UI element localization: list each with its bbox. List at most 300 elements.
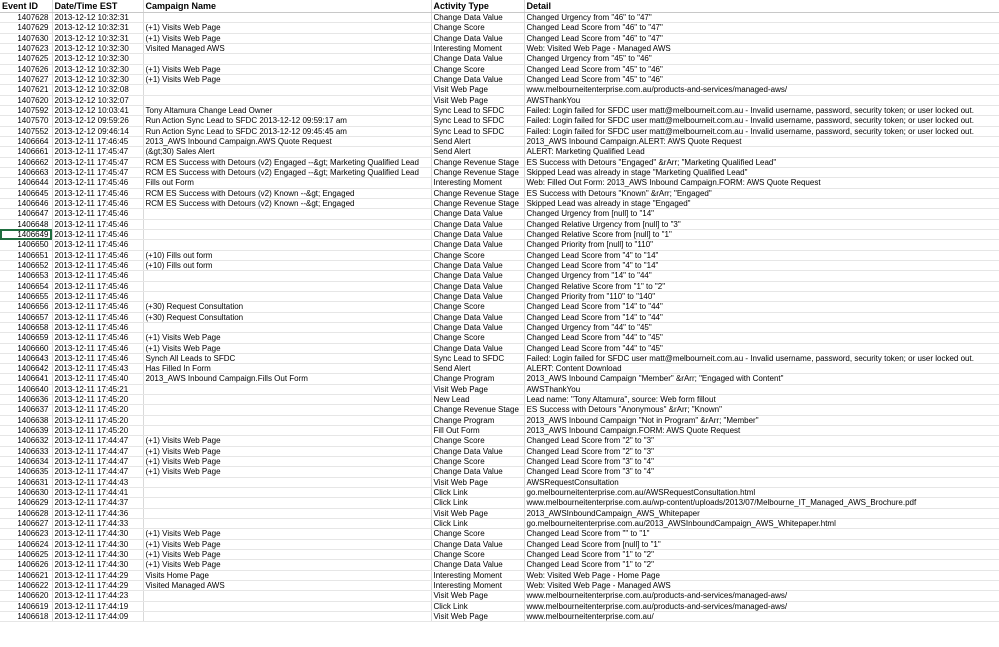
detail-cell[interactable]: www.melbourneitenterprise.com.au/products-and-services/managed-aws/	[524, 591, 999, 601]
detail-cell[interactable]: go.melbourneitenterprise.com.au/2013_AWSInboundCampaign_AWS_Whitepaper.html	[524, 519, 999, 529]
campaign-name-cell[interactable]	[143, 384, 431, 394]
campaign-name-cell[interactable]: (+1) Visits Web Page	[143, 467, 431, 477]
datetime-cell[interactable]: 2013-12-12 10:32:31	[52, 23, 143, 33]
detail-cell[interactable]: 2013_AWS Inbound Campaign.FORM: AWS Quote Request	[524, 426, 999, 436]
table-row[interactable]	[0, 426, 999, 436]
table-row[interactable]	[0, 477, 999, 487]
table-row[interactable]	[0, 209, 999, 219]
table-row[interactable]	[0, 85, 999, 95]
campaign-name-cell[interactable]: RCM ES Success with Detours (v2) Engaged --&gt; Marketing Qualified Lead	[143, 167, 431, 177]
activity-type-cell[interactable]: Interesting Moment	[431, 178, 524, 188]
table-row[interactable]	[0, 498, 999, 508]
table-row[interactable]	[0, 95, 999, 105]
datetime-cell[interactable]: 2013-12-11 17:44:41	[52, 488, 143, 498]
detail-cell[interactable]: Changed Lead Score from "46" to "47"	[524, 33, 999, 43]
detail-cell[interactable]: Changed Lead Score from "14" to "44"	[524, 312, 999, 322]
datetime-cell[interactable]: 2013-12-11 17:45:46	[52, 178, 143, 188]
detail-cell[interactable]: Changed Lead Score from "44" to "45"	[524, 343, 999, 353]
datetime-cell[interactable]: 2013-12-11 17:45:46	[52, 333, 143, 343]
campaign-name-cell[interactable]: (+1) Visits Web Page	[143, 436, 431, 446]
campaign-name-cell[interactable]	[143, 229, 431, 239]
event-id-cell[interactable]: 1406664	[0, 136, 52, 146]
datetime-cell[interactable]: 2013-12-12 09:46:14	[52, 126, 143, 136]
datetime-cell[interactable]: 2013-12-11 17:45:46	[52, 353, 143, 363]
activity-type-cell[interactable]: Change Revenue Stage	[431, 188, 524, 198]
detail-cell[interactable]: www.melbourneitenterprise.com.au/	[524, 612, 999, 622]
datetime-cell[interactable]: 2013-12-11 17:45:46	[52, 240, 143, 250]
table-row[interactable]	[0, 13, 999, 23]
detail-cell[interactable]: Changed Urgency from "46" to "47"	[524, 13, 999, 23]
event-id-cell[interactable]: 1406641	[0, 374, 52, 384]
activity-type-cell[interactable]: Change Data Value	[431, 33, 524, 43]
table-row[interactable]	[0, 188, 999, 198]
table-row[interactable]	[0, 74, 999, 84]
campaign-name-cell[interactable]: Visited Managed AWS	[143, 43, 431, 53]
event-id-cell[interactable]: 1406646	[0, 198, 52, 208]
activity-type-cell[interactable]: Interesting Moment	[431, 570, 524, 580]
detail-cell[interactable]: Changed Lead Score from "" to "1"	[524, 529, 999, 539]
campaign-name-cell[interactable]	[143, 219, 431, 229]
event-id-cell[interactable]: 1406626	[0, 560, 52, 570]
campaign-name-cell[interactable]	[143, 85, 431, 95]
detail-cell[interactable]: 2013_AWSInboundCampaign_AWS_Whitepaper	[524, 508, 999, 518]
datetime-cell[interactable]: 2013-12-11 17:44:19	[52, 601, 143, 611]
campaign-name-cell[interactable]	[143, 395, 431, 405]
event-id-cell[interactable]: 1406652	[0, 260, 52, 270]
table-row[interactable]	[0, 519, 999, 529]
campaign-name-cell[interactable]: (+1) Visits Web Page	[143, 74, 431, 84]
detail-cell[interactable]: Lead name: "Tony Altamura", source: Web form fillout	[524, 395, 999, 405]
event-id-cell[interactable]: 1407628	[0, 13, 52, 23]
table-row[interactable]	[0, 23, 999, 33]
table-row[interactable]	[0, 467, 999, 477]
detail-cell[interactable]: Changed Lead Score from "46" to "47"	[524, 23, 999, 33]
column-header-detail[interactable]: Detail	[524, 0, 999, 13]
datetime-cell[interactable]: 2013-12-12 10:32:30	[52, 54, 143, 64]
activity-type-cell[interactable]: Click Link	[431, 498, 524, 508]
campaign-name-cell[interactable]: Fills out Form	[143, 178, 431, 188]
activity-type-cell[interactable]: Send Alert	[431, 147, 524, 157]
datetime-cell[interactable]: 2013-12-11 17:44:30	[52, 539, 143, 549]
detail-cell[interactable]: Failed: Login failed for SFDC user matt@melbourneit.com.au - Invalid username, password, security token; or user locked out.	[524, 126, 999, 136]
campaign-name-cell[interactable]	[143, 281, 431, 291]
campaign-name-cell[interactable]	[143, 488, 431, 498]
detail-cell[interactable]: Skipped Lead was already in stage "Engaged"	[524, 198, 999, 208]
detail-cell[interactable]: Web: Visited Web Page - Managed AWS	[524, 43, 999, 53]
activity-type-cell[interactable]: Change Data Value	[431, 281, 524, 291]
table-row[interactable]	[0, 508, 999, 518]
table-row[interactable]	[0, 539, 999, 549]
activity-type-cell[interactable]: Change Score	[431, 457, 524, 467]
detail-cell[interactable]: www.melbourneitenterprise.com.au/products-and-services/managed-aws/	[524, 85, 999, 95]
detail-cell[interactable]: Changed Urgency from "45" to "46"	[524, 54, 999, 64]
event-id-cell[interactable]: 1406662	[0, 157, 52, 167]
campaign-name-cell[interactable]: (+30) Request Consultation	[143, 302, 431, 312]
table-row[interactable]	[0, 384, 999, 394]
campaign-name-cell[interactable]: Tony Altamura Change Lead Owner	[143, 105, 431, 115]
datetime-cell[interactable]: 2013-12-11 17:45:46	[52, 198, 143, 208]
event-id-cell[interactable]: 1406636	[0, 395, 52, 405]
campaign-name-cell[interactable]: (+1) Visits Web Page	[143, 560, 431, 570]
activity-type-cell[interactable]: Change Data Value	[431, 467, 524, 477]
event-id-cell[interactable]: 1407625	[0, 54, 52, 64]
table-row[interactable]	[0, 405, 999, 415]
datetime-cell[interactable]: 2013-12-12 10:32:30	[52, 43, 143, 53]
activity-type-cell[interactable]: Change Data Value	[431, 291, 524, 301]
datetime-cell[interactable]: 2013-12-12 10:03:41	[52, 105, 143, 115]
activity-type-cell[interactable]: Visit Web Page	[431, 591, 524, 601]
campaign-name-cell[interactable]: (+1) Visits Web Page	[143, 23, 431, 33]
column-header-event-id[interactable]: Event ID	[0, 0, 52, 13]
activity-type-cell[interactable]: Sync Lead to SFDC	[431, 105, 524, 115]
activity-type-cell[interactable]: Visit Web Page	[431, 508, 524, 518]
activity-type-cell[interactable]: Change Data Value	[431, 74, 524, 84]
datetime-cell[interactable]: 2013-12-11 17:44:09	[52, 612, 143, 622]
table-row[interactable]	[0, 560, 999, 570]
table-row[interactable]	[0, 570, 999, 580]
event-id-cell[interactable]: 1406658	[0, 322, 52, 332]
table-row[interactable]	[0, 229, 999, 239]
campaign-name-cell[interactable]: Visits Home Page	[143, 570, 431, 580]
table-row[interactable]	[0, 302, 999, 312]
activity-type-cell[interactable]: Change Score	[431, 550, 524, 560]
detail-cell[interactable]: Changed Lead Score from "45" to "46"	[524, 74, 999, 84]
detail-cell[interactable]: Web: Visited Web Page - Managed AWS	[524, 581, 999, 591]
activity-type-cell[interactable]: Click Link	[431, 519, 524, 529]
event-id-cell[interactable]: 1407620	[0, 95, 52, 105]
datetime-cell[interactable]: 2013-12-11 17:44:30	[52, 550, 143, 560]
table-row[interactable]	[0, 415, 999, 425]
activity-type-cell[interactable]: Change Data Value	[431, 271, 524, 281]
detail-cell[interactable]: Changed Urgency from [null] to "14"	[524, 209, 999, 219]
event-id-cell[interactable]: 1406663	[0, 167, 52, 177]
table-row[interactable]	[0, 457, 999, 467]
event-id-cell[interactable]: 1406642	[0, 364, 52, 374]
campaign-name-cell[interactable]: (+1) Visits Web Page	[143, 457, 431, 467]
activity-type-cell[interactable]: Visit Web Page	[431, 612, 524, 622]
datetime-cell[interactable]: 2013-12-11 17:45:46	[52, 302, 143, 312]
campaign-name-cell[interactable]: (+1) Visits Web Page	[143, 539, 431, 549]
table-row[interactable]	[0, 364, 999, 374]
detail-cell[interactable]: AWSRequestConsultation	[524, 477, 999, 487]
campaign-name-cell[interactable]: Run Action Sync Lead to SFDC 2013-12-12 09:45:45 am	[143, 126, 431, 136]
detail-cell[interactable]: 2013_AWS Inbound Campaign.ALERT: AWS Quote Request	[524, 136, 999, 146]
table-row[interactable]	[0, 105, 999, 115]
table-row[interactable]	[0, 64, 999, 74]
table-row[interactable]	[0, 198, 999, 208]
activity-type-cell[interactable]: Change Score	[431, 529, 524, 539]
activity-type-cell[interactable]: Visit Web Page	[431, 384, 524, 394]
detail-cell[interactable]: Changed Relative Score from "1" to "2"	[524, 281, 999, 291]
campaign-name-cell[interactable]	[143, 95, 431, 105]
datetime-cell[interactable]: 2013-12-11 17:45:46	[52, 260, 143, 270]
datetime-cell[interactable]: 2013-12-11 17:45:46	[52, 219, 143, 229]
table-row[interactable]	[0, 529, 999, 539]
event-id-cell[interactable]: 1406628	[0, 508, 52, 518]
table-row[interactable]	[0, 219, 999, 229]
detail-cell[interactable]: Failed: Login failed for SFDC user matt@melbourneit.com.au - Invalid username, password, security token; or user locked out.	[524, 353, 999, 363]
campaign-name-cell[interactable]: Synch All Leads to SFDC	[143, 353, 431, 363]
event-id-cell[interactable]: 1406648	[0, 219, 52, 229]
event-id-cell[interactable]: 1406621	[0, 570, 52, 580]
table-row[interactable]	[0, 612, 999, 622]
datetime-cell[interactable]: 2013-12-11 17:44:29	[52, 581, 143, 591]
detail-cell[interactable]: go.melbourneitenterprise.com.au/AWSRequestConsultation.html	[524, 488, 999, 498]
detail-cell[interactable]: Changed Priority from [null] to "110"	[524, 240, 999, 250]
event-id-cell[interactable]: 1406632	[0, 436, 52, 446]
datetime-cell[interactable]: 2013-12-11 17:44:23	[52, 591, 143, 601]
event-id-cell[interactable]: 1406638	[0, 415, 52, 425]
datetime-cell[interactable]: 2013-12-11 17:45:46	[52, 209, 143, 219]
campaign-name-cell[interactable]: Visited Managed AWS	[143, 581, 431, 591]
datetime-cell[interactable]: 2013-12-11 17:45:20	[52, 415, 143, 425]
campaign-name-cell[interactable]: (+1) Visits Web Page	[143, 33, 431, 43]
activity-type-cell[interactable]: New Lead	[431, 395, 524, 405]
event-id-cell[interactable]: 1406627	[0, 519, 52, 529]
detail-cell[interactable]: Changed Relative Score from [null] to "1"	[524, 229, 999, 239]
activity-type-cell[interactable]: Change Data Value	[431, 260, 524, 270]
activity-type-cell[interactable]: Sync Lead to SFDC	[431, 353, 524, 363]
event-id-cell[interactable]: 1406622	[0, 581, 52, 591]
event-id-cell[interactable]: 1406656	[0, 302, 52, 312]
datetime-cell[interactable]: 2013-12-11 17:45:47	[52, 157, 143, 167]
detail-cell[interactable]: www.melbourneitenterprise.com.au/wp-content/uploads/2013/07/Melbourne_IT_Managed_AWS_Brochure.pdf	[524, 498, 999, 508]
campaign-name-cell[interactable]: (+1) Visits Web Page	[143, 343, 431, 353]
campaign-name-cell[interactable]	[143, 240, 431, 250]
event-id-cell[interactable]: 1406661	[0, 147, 52, 157]
table-row[interactable]	[0, 333, 999, 343]
activity-type-cell[interactable]: Interesting Moment	[431, 581, 524, 591]
detail-cell[interactable]: AWSThankYou	[524, 95, 999, 105]
campaign-name-cell[interactable]	[143, 498, 431, 508]
event-id-cell[interactable]: 1406640	[0, 384, 52, 394]
table-row[interactable]	[0, 54, 999, 64]
activity-type-cell[interactable]: Change Data Value	[431, 539, 524, 549]
datetime-cell[interactable]: 2013-12-11 17:45:20	[52, 405, 143, 415]
table-row[interactable]	[0, 33, 999, 43]
datetime-cell[interactable]: 2013-12-11 17:45:46	[52, 281, 143, 291]
detail-cell[interactable]: ES Success with Detours "Known" &rArr; "Engaged"	[524, 188, 999, 198]
event-id-cell[interactable]: 1406633	[0, 446, 52, 456]
campaign-name-cell[interactable]	[143, 415, 431, 425]
detail-cell[interactable]: Changed Lead Score from "44" to "45"	[524, 333, 999, 343]
activity-type-cell[interactable]: Change Revenue Stage	[431, 167, 524, 177]
campaign-name-cell[interactable]: Run Action Sync Lead to SFDC 2013-12-12 09:59:17 am	[143, 116, 431, 126]
campaign-name-cell[interactable]: RCM ES Success with Detours (v2) Known --&gt; Engaged	[143, 188, 431, 198]
event-id-cell[interactable]: 1406623	[0, 529, 52, 539]
campaign-name-cell[interactable]: RCM ES Success with Detours (v2) Engaged --&gt; Marketing Qualified Lead	[143, 157, 431, 167]
datetime-cell[interactable]: 2013-12-11 17:45:20	[52, 395, 143, 405]
activity-type-cell[interactable]: Change Score	[431, 23, 524, 33]
activity-type-cell[interactable]: Change Data Value	[431, 343, 524, 353]
event-id-cell[interactable]: 1407630	[0, 33, 52, 43]
event-id-cell[interactable]: 1407626	[0, 64, 52, 74]
detail-cell[interactable]: 2013_AWS Inbound Campaign "Member" &rArr; "Engaged with Content"	[524, 374, 999, 384]
event-id-cell[interactable]: 1406625	[0, 550, 52, 560]
event-id-cell[interactable]: 1406659	[0, 333, 52, 343]
campaign-name-cell[interactable]: (+1) Visits Web Page	[143, 550, 431, 560]
datetime-cell[interactable]: 2013-12-11 17:45:21	[52, 384, 143, 394]
table-row[interactable]	[0, 240, 999, 250]
campaign-name-cell[interactable]: (+1) Visits Web Page	[143, 529, 431, 539]
event-id-cell[interactable]: 1407623	[0, 43, 52, 53]
campaign-name-cell[interactable]: (&gt;30) Sales Alert	[143, 147, 431, 157]
activity-type-cell[interactable]: Fill Out Form	[431, 426, 524, 436]
activity-type-cell[interactable]: Change Data Value	[431, 322, 524, 332]
activity-type-cell[interactable]: Change Revenue Stage	[431, 198, 524, 208]
activity-type-cell[interactable]: Visit Web Page	[431, 477, 524, 487]
campaign-name-cell[interactable]	[143, 209, 431, 219]
activity-type-cell[interactable]: Change Revenue Stage	[431, 157, 524, 167]
campaign-name-cell[interactable]: RCM ES Success with Detours (v2) Known --&gt; Engaged	[143, 198, 431, 208]
campaign-name-cell[interactable]: (+1) Visits Web Page	[143, 64, 431, 74]
activity-type-cell[interactable]: Change Data Value	[431, 219, 524, 229]
datetime-cell[interactable]: 2013-12-11 17:45:46	[52, 312, 143, 322]
datetime-cell[interactable]: 2013-12-12 10:32:31	[52, 13, 143, 23]
activity-type-cell[interactable]: Visit Web Page	[431, 85, 524, 95]
event-id-cell[interactable]: 1407592	[0, 105, 52, 115]
detail-cell[interactable]: Changed Lead Score from "14" to "44"	[524, 302, 999, 312]
event-id-cell[interactable]: 1406655	[0, 291, 52, 301]
table-row[interactable]	[0, 43, 999, 53]
detail-cell[interactable]: Changed Lead Score from "2" to "3"	[524, 446, 999, 456]
datetime-cell[interactable]: 2013-12-11 17:44:47	[52, 446, 143, 456]
campaign-name-cell[interactable]	[143, 291, 431, 301]
activity-type-cell[interactable]: Change Data Value	[431, 312, 524, 322]
event-id-cell[interactable]: 1406660	[0, 343, 52, 353]
detail-cell[interactable]: Changed Relative Urgency from [null] to "3"	[524, 219, 999, 229]
activity-type-cell[interactable]: Change Data Value	[431, 560, 524, 570]
detail-cell[interactable]: Changed Lead Score from "4" to "14"	[524, 250, 999, 260]
activity-type-cell[interactable]: Change Score	[431, 302, 524, 312]
event-id-cell[interactable]: 1407570	[0, 116, 52, 126]
table-row[interactable]	[0, 374, 999, 384]
activity-type-cell[interactable]: Change Data Value	[431, 13, 524, 23]
campaign-name-cell[interactable]	[143, 519, 431, 529]
detail-cell[interactable]: ES Success with Detours "Engaged" &rArr; "Marketing Qualified Lead"	[524, 157, 999, 167]
table-row[interactable]	[0, 126, 999, 136]
campaign-name-cell[interactable]	[143, 54, 431, 64]
table-row[interactable]	[0, 178, 999, 188]
campaign-name-cell[interactable]	[143, 13, 431, 23]
event-id-cell[interactable]: 1406624	[0, 539, 52, 549]
detail-cell[interactable]: Changed Urgency from "14" to "44"	[524, 271, 999, 281]
activity-type-cell[interactable]: Click Link	[431, 601, 524, 611]
datetime-cell[interactable]: 2013-12-12 10:32:30	[52, 74, 143, 84]
detail-cell[interactable]: Web: Visited Web Page - Home Page	[524, 570, 999, 580]
campaign-name-cell[interactable]	[143, 601, 431, 611]
datetime-cell[interactable]: 2013-12-11 17:45:46	[52, 250, 143, 260]
table-row[interactable]	[0, 601, 999, 611]
detail-cell[interactable]: Web: Filled Out Form: 2013_AWS Inbound Campaign.FORM: AWS Quote Request	[524, 178, 999, 188]
activity-type-cell[interactable]: Change Program	[431, 374, 524, 384]
event-id-cell[interactable]: 1406635	[0, 467, 52, 477]
event-id-cell[interactable]: 1407552	[0, 126, 52, 136]
campaign-name-cell[interactable]: Has Filled In Form	[143, 364, 431, 374]
datetime-cell[interactable]: 2013-12-11 17:45:46	[52, 343, 143, 353]
table-row[interactable]	[0, 591, 999, 601]
event-id-cell[interactable]: 1406639	[0, 426, 52, 436]
campaign-name-cell[interactable]: 2013_AWS Inbound Campaign.Fills Out Form	[143, 374, 431, 384]
datetime-cell[interactable]: 2013-12-11 17:44:43	[52, 477, 143, 487]
campaign-name-cell[interactable]: (+30) Request Consultation	[143, 312, 431, 322]
column-header-activity-type[interactable]: Activity Type	[431, 0, 524, 13]
datetime-cell[interactable]: 2013-12-12 10:32:07	[52, 95, 143, 105]
datetime-cell[interactable]: 2013-12-11 17:44:29	[52, 570, 143, 580]
datetime-cell[interactable]: 2013-12-11 17:44:30	[52, 560, 143, 570]
activity-type-cell[interactable]: Send Alert	[431, 364, 524, 374]
detail-cell[interactable]: www.melbourneitenterprise.com.au/products-and-services/managed-aws/	[524, 601, 999, 611]
event-id-cell[interactable]: 1406620	[0, 591, 52, 601]
datetime-cell[interactable]: 2013-12-11 17:45:46	[52, 322, 143, 332]
activity-type-cell[interactable]: Change Score	[431, 333, 524, 343]
campaign-name-cell[interactable]	[143, 271, 431, 281]
campaign-name-cell[interactable]	[143, 591, 431, 601]
datetime-cell[interactable]: 2013-12-12 10:32:31	[52, 33, 143, 43]
table-row[interactable]	[0, 322, 999, 332]
table-row[interactable]	[0, 281, 999, 291]
event-id-cell[interactable]: 1406650	[0, 240, 52, 250]
table-row[interactable]	[0, 446, 999, 456]
campaign-name-cell[interactable]	[143, 426, 431, 436]
activity-type-cell[interactable]: Change Revenue Stage	[431, 405, 524, 415]
table-row[interactable]	[0, 250, 999, 260]
detail-cell[interactable]: ES Success with Detours "Anonymous" &rArr; "Known"	[524, 405, 999, 415]
datetime-cell[interactable]: 2013-12-11 17:44:37	[52, 498, 143, 508]
event-id-cell[interactable]: 1406644	[0, 178, 52, 188]
campaign-name-cell[interactable]: 2013_AWS Inbound Campaign.AWS Quote Request	[143, 136, 431, 146]
table-row[interactable]	[0, 581, 999, 591]
datetime-cell[interactable]: 2013-12-11 17:46:45	[52, 136, 143, 146]
activity-type-cell[interactable]: Change Data Value	[431, 54, 524, 64]
detail-cell[interactable]: Changed Lead Score from "3" to "4"	[524, 467, 999, 477]
event-id-cell[interactable]: 1407621	[0, 85, 52, 95]
table-row[interactable]	[0, 343, 999, 353]
event-id-cell[interactable]: 1406649	[0, 229, 52, 239]
table-row[interactable]	[0, 291, 999, 301]
datetime-cell[interactable]: 2013-12-12 09:59:26	[52, 116, 143, 126]
campaign-name-cell[interactable]	[143, 612, 431, 622]
detail-cell[interactable]: Failed: Login failed for SFDC user matt@melbourneit.com.au - Invalid username, password, security token; or user locked out.	[524, 116, 999, 126]
activity-type-cell[interactable]: Change Score	[431, 436, 524, 446]
table-row[interactable]	[0, 312, 999, 322]
table-row[interactable]	[0, 488, 999, 498]
datetime-cell[interactable]: 2013-12-11 17:44:36	[52, 508, 143, 518]
datetime-cell[interactable]: 2013-12-11 17:45:20	[52, 426, 143, 436]
detail-cell[interactable]: Changed Priority from "110" to "140"	[524, 291, 999, 301]
activity-type-cell[interactable]: Change Data Value	[431, 209, 524, 219]
datetime-cell[interactable]: 2013-12-11 17:45:43	[52, 364, 143, 374]
table-row[interactable]	[0, 167, 999, 177]
detail-cell[interactable]: Changed Lead Score from "1" to "2"	[524, 550, 999, 560]
table-row[interactable]	[0, 147, 999, 157]
column-header-campaign-name[interactable]: Campaign Name	[143, 0, 431, 13]
detail-cell[interactable]: Changed Lead Score from "2" to "3"	[524, 436, 999, 446]
event-id-cell[interactable]: 1406629	[0, 498, 52, 508]
activity-type-cell[interactable]: Change Score	[431, 250, 524, 260]
detail-cell[interactable]: Changed Lead Score from "3" to "4"	[524, 457, 999, 467]
event-id-cell[interactable]: 1406618	[0, 612, 52, 622]
campaign-name-cell[interactable]	[143, 508, 431, 518]
event-id-cell[interactable]: 1406630	[0, 488, 52, 498]
activity-type-cell[interactable]: Change Score	[431, 64, 524, 74]
detail-cell[interactable]: Changed Lead Score from "1" to "2"	[524, 560, 999, 570]
datetime-cell[interactable]: 2013-12-11 17:44:33	[52, 519, 143, 529]
activity-type-cell[interactable]: Send Alert	[431, 136, 524, 146]
activity-type-cell[interactable]: Visit Web Page	[431, 95, 524, 105]
table-row[interactable]	[0, 136, 999, 146]
event-id-cell[interactable]: 1406653	[0, 271, 52, 281]
